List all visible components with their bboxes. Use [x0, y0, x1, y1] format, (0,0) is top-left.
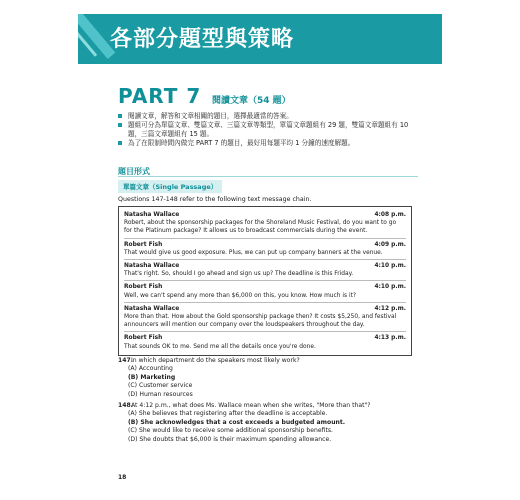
part-subtitle: 閱讀文章（54 題）: [212, 96, 291, 106]
message-time: 4:09 p.m.: [374, 241, 406, 248]
message-text: That's right. So, should I go ahead and sign us up? The deadline is this Friday.: [124, 271, 354, 278]
message-text: Well, we can't spend any more than $6,000 on this, you know. How much is it?: [124, 292, 357, 299]
message-time: 4:12 p.m.: [374, 305, 406, 312]
bullet-square-icon: [118, 141, 122, 145]
message-text: More than that. How about the Gold sponsorship package then? It costs $5,250, and festival announcers will mention our company over the loudspeakers throughout the day.: [124, 314, 397, 329]
chat-message: [124, 260, 406, 281]
page-title: 各部分題型與策略: [110, 27, 295, 52]
part-label: PART 7: [118, 84, 202, 108]
section-title: 題目形式: [118, 167, 150, 176]
passage-type-badge: 單篇文章（Single Passage）: [118, 180, 222, 193]
sender-name: Robert Fish: [124, 335, 163, 342]
questions-intro: Questions 147-148 refer to the following text message chain.: [118, 196, 312, 203]
question-text: At 4:12 p.m., what does Ms. Wallace mean when she writes, "More than that"?: [131, 402, 371, 410]
question-list: [118, 357, 418, 447]
bullet-square-icon: [118, 114, 122, 118]
page-number: 18: [118, 474, 127, 481]
message-time: 4:13 p.m.: [374, 335, 406, 342]
message-time: 4:08 p.m.: [374, 212, 406, 218]
answer-option: (D) Human resources: [128, 390, 193, 398]
answer-option: (D) She doubts that $6,000 is their maximum spending allowance.: [128, 435, 332, 443]
sender-name: Natasha Wallace: [124, 212, 180, 218]
bullet-item: [118, 121, 418, 139]
sender-name: Robert Fish: [124, 284, 163, 291]
answer-option-correct: (B) Marketing: [128, 373, 176, 381]
question: [118, 357, 418, 399]
answer-option: (C) She would like to receive some additional sponsorship benefits.: [128, 427, 333, 435]
bullet-item: [118, 112, 418, 121]
sender-name: Robert Fish: [124, 241, 163, 248]
message-text: Robert, about the sponsorship packages for the Shoreland Music Festival, do you want to go for the Platinum package? It allows us to broadcast commercials during the event.: [124, 220, 397, 235]
bullet-text: 為了在限制時間內做完 PART 7 的題目，最好用每題平均 1 分鐘的速度解題。: [128, 139, 355, 147]
message-chain: [118, 206, 412, 356]
question-number: 147.: [118, 357, 134, 364]
chat-message: [124, 281, 406, 302]
answer-option: (C) Customer service: [128, 382, 193, 390]
bullet-text: 題組可分為單篇文章、雙篇文章、三篇文章等類型，單篇文章題組有 29 題，雙篇文章題組有 10 題，三篇文章題組有 15 題。: [128, 121, 409, 138]
message-time: 4:10 p.m.: [374, 284, 406, 291]
chat-message: [124, 239, 406, 260]
sender-name: Natasha Wallace: [124, 305, 180, 312]
message-text: That would give us good exposure. Plus, we can put up company banners at the venue.: [124, 249, 383, 256]
answer-option: (A) She believes that registering after the deadline is acceptable.: [128, 410, 328, 418]
answer-option-correct: (B) She acknowledges that a cost exceeds a budgeted amount.: [128, 418, 346, 426]
header-band: [78, 14, 442, 64]
chat-message: [124, 303, 406, 333]
chat-message: [124, 209, 406, 239]
section-divider: [118, 176, 418, 177]
sender-name: Natasha Wallace: [124, 263, 180, 270]
question: [118, 402, 418, 444]
bullet-list: [118, 112, 418, 148]
bullet-item: [118, 139, 418, 148]
bullet-square-icon: [118, 123, 122, 127]
answer-option: (A) Accounting: [128, 365, 173, 373]
chat-message: [124, 332, 406, 352]
message-time: 4:10 p.m.: [374, 263, 406, 270]
question-number: 148.: [118, 402, 134, 410]
bullet-text: 閱讀文章，解答和文章相關的題目，選擇最適當的答案。: [128, 112, 293, 120]
question-text: In which department do the speakers most likely work?: [131, 357, 300, 364]
message-text: That sounds OK to me. Send me all the details once you're done.: [124, 343, 316, 350]
